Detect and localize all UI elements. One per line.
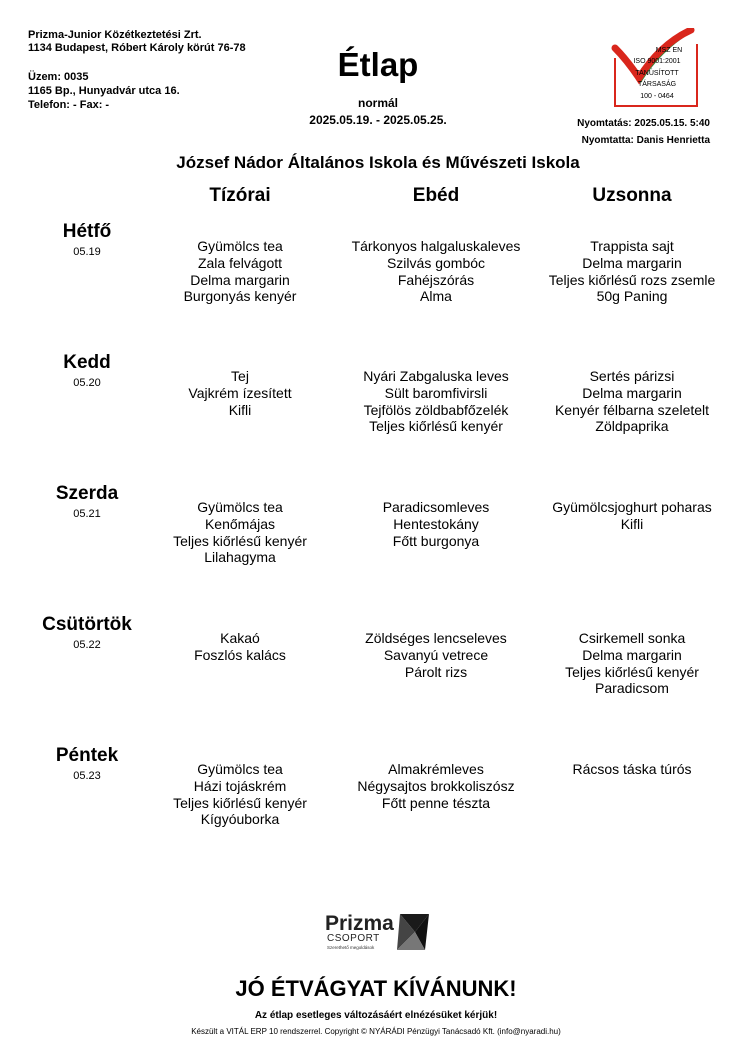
menu-item: Zöldséges lencseleves [365,630,507,646]
menu-item: Zöldpaprika [595,418,669,435]
menu-period: 2025.05.19. - 2025.05.25. [309,113,447,127]
menu-item: Teljes kiőrlésű kenyér [173,532,307,549]
uzsonna-cell [532,238,732,305]
tizorai-cell [140,499,340,566]
column-header-uzsonna: Uzsonna [592,185,672,206]
iso-cert-badge [611,28,699,108]
column-header-ebed: Ebéd [412,185,460,206]
day-name: Szerda [55,483,119,504]
menu-item: Lilahagyma [204,549,276,566]
unit-address: 1165 Bp., Hunyadvár utca 16. [28,85,180,97]
menu-item: Csirkemell sonka [578,630,686,646]
prizma-logo [325,910,433,954]
menu-item: Gyümölcs tea [197,238,283,254]
menu-item: Foszlós kalács [194,646,286,663]
menu-item: Teljes kiőrlésű kenyér [369,418,503,435]
day-label [18,221,156,258]
menu-item: Teljes kiőrlésű kenyér [565,663,699,680]
day-name: Hétfő [62,221,112,242]
ebed-cell [336,368,536,435]
menu-item: Zala felvágott [197,254,283,271]
day-date: 05.22 [73,639,101,651]
menu-item: 50g Paning [596,288,668,305]
menu-item: Paradicsom [595,680,669,697]
tizorai-cell [140,761,340,828]
ebed-cell [336,761,536,811]
uzsonna-cell [532,630,732,697]
menu-item: Kakaó [220,630,260,646]
unit-number: Üzem: 0035 [28,71,89,83]
school-name: József Nádor Általános Iskola és Művészeti Iskola [176,153,580,172]
day-label [18,614,156,651]
logo-word: Prizma [325,912,394,935]
greeting: JÓ ÉTVÁGYAT KÍVÁNUNK! [235,976,517,1001]
tizorai-cell [140,368,340,418]
uzsonna-cell [532,499,732,533]
day-date: 05.20 [73,377,101,389]
menu-item: Kifli [228,401,252,418]
menu-item: Kígyóuborka [200,811,280,828]
menu-item: Kifli [620,515,644,532]
uzsonna-cell [532,368,732,435]
cert-line-5: 100 - 0464 [640,93,674,100]
menu-item: Sertés párizsi [589,368,675,384]
ebed-cell [336,630,536,680]
menu-item: Kenyér félbarna szeletelt [554,401,710,418]
day-name: Csütörtök [42,614,132,635]
menu-item: Trappista sajt [590,238,674,254]
menu-item: Gyümölcsjoghurt poharas [552,499,712,515]
copyright: Készült a VITÁL ERP 10 rendszerrel. Copyright © NYÁRÁDI Pénzügyi Tanácsadó Kft. (info@nyaradi.hu) [191,1027,561,1036]
menu-item: Vajkrém ízesített [188,384,292,401]
menu-item: Gyümölcs tea [197,499,283,515]
logo-tagline: Szerethető megoldások [327,945,375,950]
cert-line-2: ISO 9001:2001 [633,58,681,65]
menu-item: Fahéjszórás [397,271,475,288]
day-name: Kedd [63,352,111,373]
day-label [18,745,156,782]
menu-type: normál [357,96,398,110]
day-label [18,352,156,389]
menu-item: Paradicsomleves [382,499,490,515]
menu-item: Delma margarin [582,384,682,401]
column-header-tizorai: Tízórai [209,185,271,206]
logo-sub: CSOPORT [327,933,380,944]
change-note: Az étlap esetleges változásáért elnézésüket kérjük! [254,1010,498,1021]
company-address: 1134 Budapest, Róbert Károly körút 76-78 [28,42,246,54]
menu-item: Tárkonyos halgaluskaleves [351,238,521,254]
day-date: 05.21 [73,508,101,520]
uzsonna-cell [532,761,732,778]
menu-item: Házi tojáskrém [193,777,287,794]
menu-item: Párolt rizs [404,663,468,680]
menu-item: Delma margarin [582,646,682,663]
day-label [18,483,156,520]
ebed-cell [336,499,536,549]
menu-item: Teljes kiőrlésű rozs zsemle [548,271,716,288]
menu-item: Főtt penne tészta [381,794,491,811]
menu-item: Gyümölcs tea [197,761,283,777]
company-name: Prizma-Junior Közétkeztetési Zrt. [28,29,202,41]
menu-item: Delma margarin [582,254,682,271]
prism-icon [397,914,429,950]
menu-item: Delma margarin [190,271,290,288]
menu-item: Kenőmájas [204,515,276,532]
menu-item: Alma [420,288,452,305]
cert-line-1: MSZ EN [655,47,683,54]
page-title: Étlap [337,46,419,83]
menu-item: Nyári Zabgaluska leves [363,368,509,384]
menu-item: Savanyú vetrece [383,646,489,663]
menu-item: Hentestokány [393,515,479,532]
cert-line-3: TANÚSÍTOTT [635,70,679,77]
menu-item: Tejfölös zöldbabfőzelék [363,401,509,418]
menu-item: Tej [231,368,249,384]
menu-item: Szilvás gombóc [386,254,486,271]
menu-item: Almakrémleves [388,761,484,777]
menu-item: Teljes kiőrlésű kenyér [173,794,307,811]
day-date: 05.23 [73,770,101,782]
printed-by: Nyomtatta: Danis Henrietta [581,135,710,146]
day-date: 05.19 [73,246,101,258]
tizorai-cell [140,238,340,305]
phone-fax: Telefon: - Fax: - [28,99,110,111]
menu-item: Főtt burgonya [392,532,480,549]
menu-item: Rácsos táska túrós [572,761,692,777]
cert-line-4: TÁRSASÁG [637,81,677,88]
ebed-cell [336,238,536,305]
tizorai-cell [140,630,340,664]
menu-item: Négysajtos brokkoliszósz [357,777,515,794]
day-name: Péntek [55,745,119,766]
print-date: Nyomtatás: 2025.05.15. 5:40 [577,118,710,129]
menu-item: Burgonyás kenyér [183,288,297,305]
menu-item: Sült baromfivirsli [384,384,488,401]
